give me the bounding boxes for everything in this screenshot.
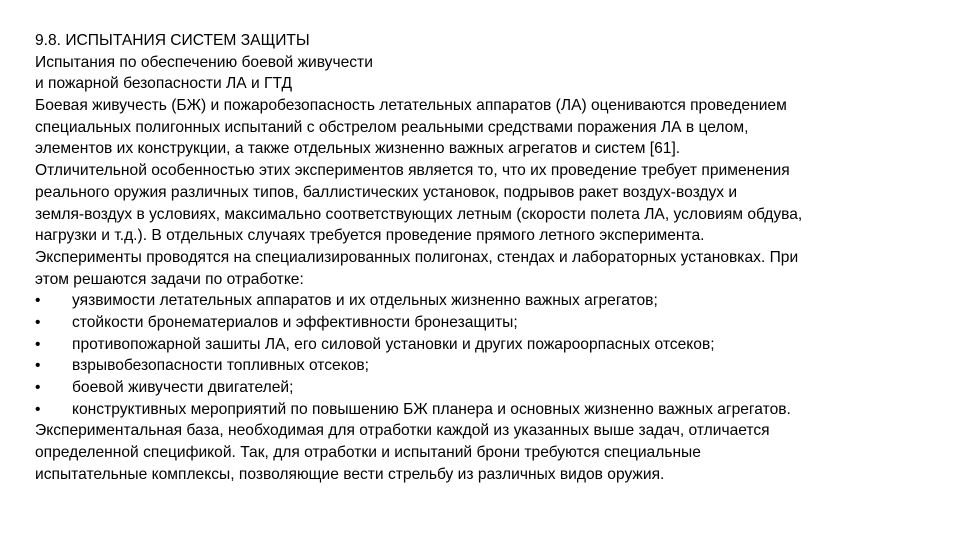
- bullet-item: [35, 377, 935, 399]
- bullet-mark: •: [35, 313, 41, 331]
- bullet-item: [35, 355, 935, 377]
- bullet-item: [35, 290, 935, 312]
- bullet-mark: •: [35, 335, 41, 353]
- paragraph-line: Экспериментальная база, необходимая для отработки каждой из указанных выше задач, отличается: [35, 422, 770, 440]
- paragraph-line: элементов их конструкции, а также отдельных жизненно важных агрегатов и систем [61].: [35, 140, 681, 158]
- subheading-line: Испытания по обеспечению боевой живучести: [35, 53, 373, 71]
- paragraph-line: испытательные комплексы, позволяющие вести стрельбу из различных видов оружия.: [35, 465, 665, 483]
- bullet-mark: •: [35, 400, 41, 418]
- section-heading: 9.8. ИСПЫТАНИЯ СИСТЕМ ЗАЩИТЫ: [35, 32, 310, 49]
- bullet-text: уязвимости летательных аппаратов и их отдельных жизненно важных агрегатов;: [72, 292, 658, 310]
- bullet-item: [35, 399, 935, 421]
- bullet-mark: •: [35, 357, 41, 375]
- bullet-item: [35, 312, 935, 334]
- bullet-text: противопожарной зашиты ЛА, его силовой установки и других пожароорпасных отсеков;: [72, 335, 715, 353]
- paragraph-line: определенной спецификой. Так, для отработки и испытаний брони требуются специальные: [35, 444, 701, 462]
- bullet-text: взрывобезопасности топливных отсеков;: [72, 357, 370, 375]
- bullet-item: [35, 334, 935, 356]
- paragraph-line: этом решаются задачи по отработке:: [35, 270, 304, 288]
- paragraph-line: Отличительной особенностью этих экспериментов является то, что их проведение требует применения: [35, 162, 790, 180]
- paragraph-line: Эксперименты проводятся на специализированных полигонах, стендах и лабораторных установках. При: [35, 248, 799, 266]
- paragraph-line: реального оружия различных типов, баллистических установок, подрывов ракет воздух-воздух и: [35, 183, 738, 201]
- bullet-mark: •: [35, 292, 41, 310]
- document-body: [35, 30, 935, 485]
- paragraph-line: Боевая живучесть (БЖ) и пожаробезопасность летательных аппаратов (ЛА) оцениваются проведением: [35, 97, 787, 115]
- bullet-text: боевой живучести двигателей;: [72, 379, 294, 396]
- paragraph-line: нагрузки и т.д.). В отдельных случаях требуется проведение прямого летного эксперимента.: [35, 227, 705, 245]
- bullet-mark: •: [35, 379, 41, 396]
- bullet-text: конструктивных мероприятий по повышению БЖ планера и основных жизненно важных агрегатов.: [72, 400, 791, 418]
- subheading-line: и пожарной безопасности ЛА и ГТД: [35, 75, 293, 93]
- paragraph-line: специальных полигонных испытаний с обстрелом реальными средствами поражения ЛА в целом,: [35, 118, 749, 136]
- bullet-text: стойкости бронематериалов и эффективности бронезащиты;: [72, 313, 518, 331]
- paragraph-line: земля-воздух в условиях, максимально соответствующих летным (скорости полета ЛА, условиям обдува,: [35, 205, 803, 223]
